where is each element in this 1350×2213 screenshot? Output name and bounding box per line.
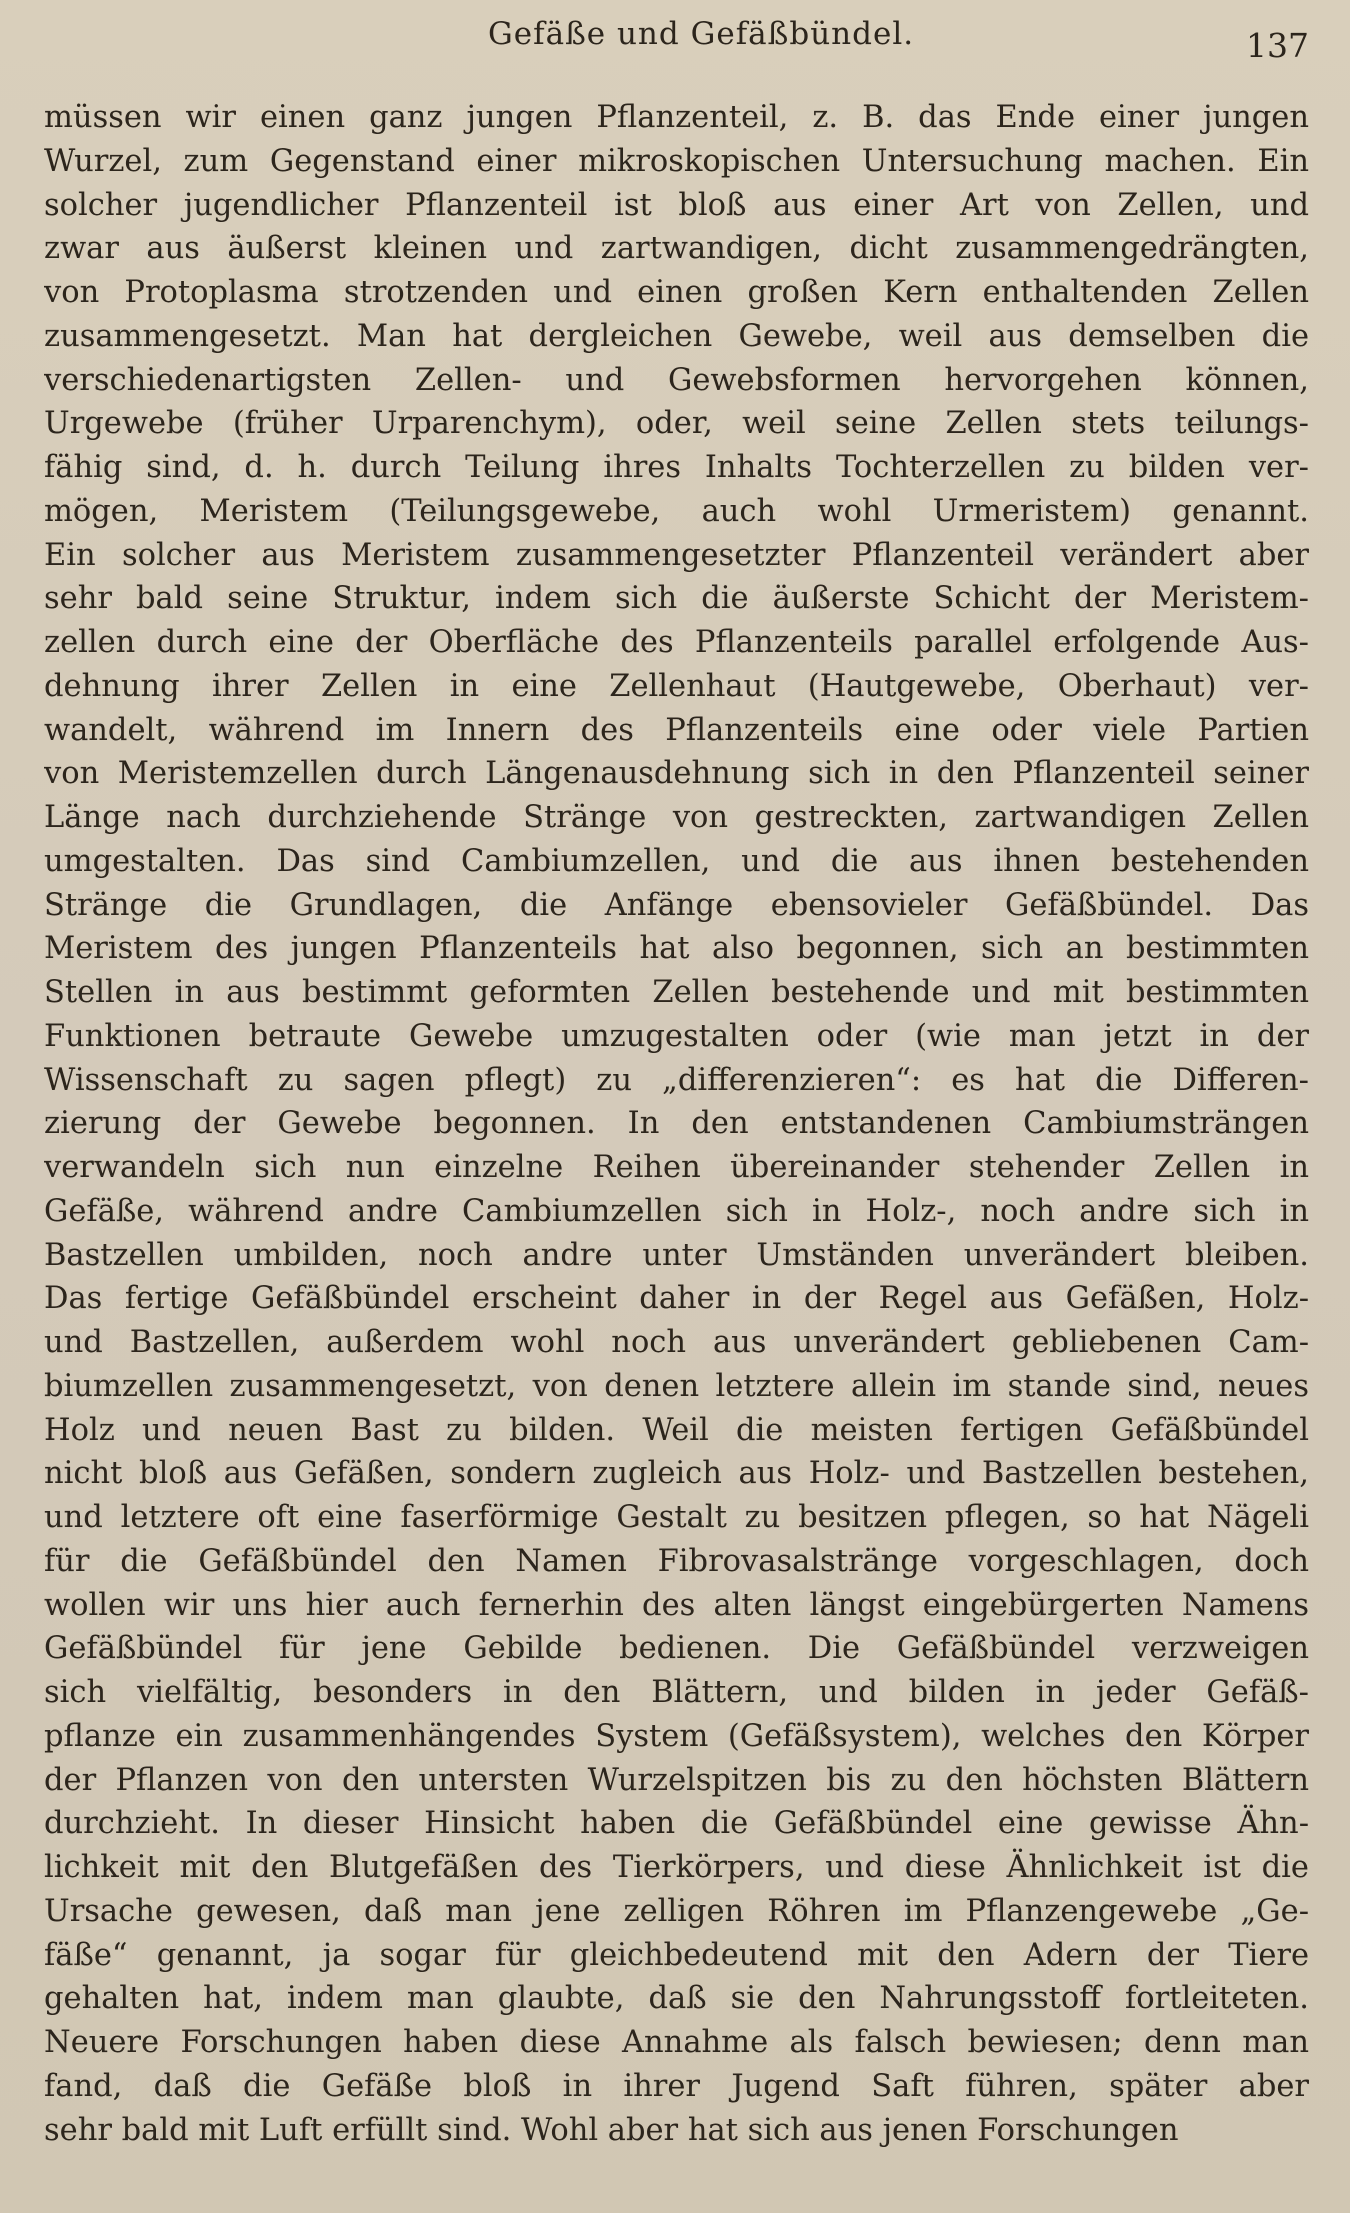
text-line: Urgewebe (früher Urparenchym), oder, weil seine Zellen stets teilungs- [44, 406, 1309, 442]
text-line: sehr bald seine Struktur, indem sich die äußerste Schicht der Meristem- [44, 581, 1309, 617]
text-line: Ursache gewesen, daß man jene zelligen Röhren im Pflanzengewebe „Ge- [44, 1893, 1309, 1929]
text-line: Holz und neuen Bast zu bilden. Weil die meisten fertigen Gefäßbündel [44, 1412, 1309, 1448]
text-line: biumzellen zusammengesetzt, von denen letztere allein im stande sind, neues [44, 1368, 1309, 1404]
text-line: zusammengesetzt. Man hat dergleichen Gewebe, weil aus demselben die [44, 318, 1309, 354]
text-line: gehalten hat, indem man glaubte, daß sie den Nahrungsstoff fortleiteten. [44, 1981, 1309, 2017]
text-line: pflanze ein zusammenhängendes System (Gefäßsystem), welches den Körper [44, 1718, 1309, 1754]
text-line: Bastzellen umbilden, noch andre unter Umständen unverändert bleiben. [44, 1237, 1309, 1273]
text-line: Ein solcher aus Meristem zusammengesetzter Pflanzenteil verändert aber [44, 537, 1309, 573]
text-line: Länge nach durchziehende Stränge von gestreckten, zartwandigen Zellen [44, 800, 1309, 835]
text-line: Neuere Forschungen haben diese Annahme als falsch bewiesen; denn man [44, 2025, 1309, 2060]
text-line: von Protoplasma strotzenden und einen großen Kern enthaltenden Zellen [44, 275, 1309, 310]
text-line: wollen wir uns hier auch fernerhin des alten längst eingebürgerten Namens [44, 1587, 1309, 1623]
page-number: 137 [1246, 26, 1309, 65]
text-line: für die Gefäßbündel den Namen Fibrovasalstränge vorgeschlagen, doch [44, 1543, 1309, 1579]
text-line: zellen durch eine der Oberfläche des Pflanzenteils parallel erfolgende Aus- [44, 625, 1309, 660]
text-line: verwandeln sich nun einzelne Reihen übereinander stehender Zellen in [44, 1150, 1309, 1185]
text-line: Stränge die Grundlagen, die Anfänge ebensovieler Gefäßbündel. Das [44, 887, 1309, 923]
text-line: Gefäße, während andre Cambiumzellen sich in Holz-, noch andre sich in [44, 1193, 1309, 1229]
text-line: Wurzel, zum Gegenstand einer mikroskopischen Untersuchung machen. Ein [44, 143, 1309, 179]
text-line: umgestalten. Das sind Cambiumzellen, und die aus ihnen bestehenden [44, 843, 1309, 879]
text-line: und Bastzellen, außerdem wohl noch aus unverändert gebliebenen Cam- [44, 1325, 1309, 1360]
text-line: und letztere oft eine faserförmige Gestalt zu besitzen pflegen, so hat Nägeli [44, 1500, 1309, 1535]
text-line: sich vielfältig, besonders in den Blättern, und bilden in jeder Gefäß- [44, 1675, 1309, 1710]
text-line: solcher jugendlicher Pflanzenteil ist bloß aus einer Art von Zellen, und [44, 187, 1309, 223]
text-line: durchzieht. In dieser Hinsicht haben die Gefäßbündel eine gewisse Ähn- [44, 1806, 1309, 1842]
text-line: zierung der Gewebe begonnen. In den entstandenen Cambiumsträngen [44, 1106, 1309, 1142]
text-line: Das fertige Gefäßbündel erscheint daher in der Regel aus Gefäßen, Holz- [44, 1281, 1309, 1317]
running-title: Gefäße und Gefäßbündel. [488, 16, 915, 52]
text-line: wandelt, während im Innern des Pflanzenteils eine oder viele Partien [44, 712, 1309, 748]
text-line: Wissenschaft zu sagen pflegt) zu „differenzieren“: es hat die Differen- [44, 1062, 1309, 1098]
text-line: lichkeit mit den Blutgefäßen des Tierkörpers, und diese Ähnlichkeit ist die [44, 1850, 1309, 1885]
running-head [0, 14, 1350, 74]
text-line: Gefäßbündel für jene Gebilde bedienen. Die Gefäßbündel verzweigen [44, 1631, 1309, 1667]
text-line: fand, daß die Gefäße bloß in ihrer Jugend Saft führen, später aber [44, 2068, 1309, 2104]
text-line: von Meristemzellen durch Längenausdehnung sich in den Pflanzenteil seiner [44, 756, 1309, 792]
text-line: verschiedenartigsten Zellen- und Gewebsformen hervorgehen können, [44, 362, 1309, 398]
text-line: zwar aus äußerst kleinen und zartwandigen, dicht zusammengedrängten, [44, 231, 1309, 267]
text-line: müssen wir einen ganz jungen Pflanzenteil, z. B. das Ende einer jungen [44, 100, 1309, 135]
text-line: mögen, Meristem (Teilungsgewebe, auch wohl Urmeristem) genannt. [44, 493, 1309, 529]
text-line: fäße“ genannt, ja sogar für gleichbedeutend mit den Adern der Tiere [44, 1937, 1309, 1973]
text-line: fähig sind, d. h. durch Teilung ihres Inhalts Tochterzellen zu bilden ver- [44, 450, 1309, 485]
text-line: dehnung ihrer Zellen in eine Zellenhaut (Hautgewebe, Oberhaut) ver- [44, 668, 1309, 704]
text-line: der Pflanzen von den untersten Wurzelspitzen bis zu den höchsten Blättern [44, 1762, 1309, 1798]
text-line: Funktionen betraute Gewebe umzugestalten oder (wie man jetzt in der [44, 1018, 1309, 1054]
text-line: Meristem des jungen Pflanzenteils hat also begonnen, sich an bestimmten [44, 931, 1309, 967]
text-line: nicht bloß aus Gefäßen, sondern zugleich aus Holz- und Bastzellen bestehen, [44, 1456, 1309, 1492]
text-line: sehr bald mit Luft erfüllt sind. Wohl aber hat sich aus jenen Forschungen [44, 2112, 1179, 2148]
body-text [44, 96, 1309, 2152]
text-line: Stellen in aus bestimmt geformten Zellen bestehende und mit bestimmten [44, 975, 1309, 1010]
